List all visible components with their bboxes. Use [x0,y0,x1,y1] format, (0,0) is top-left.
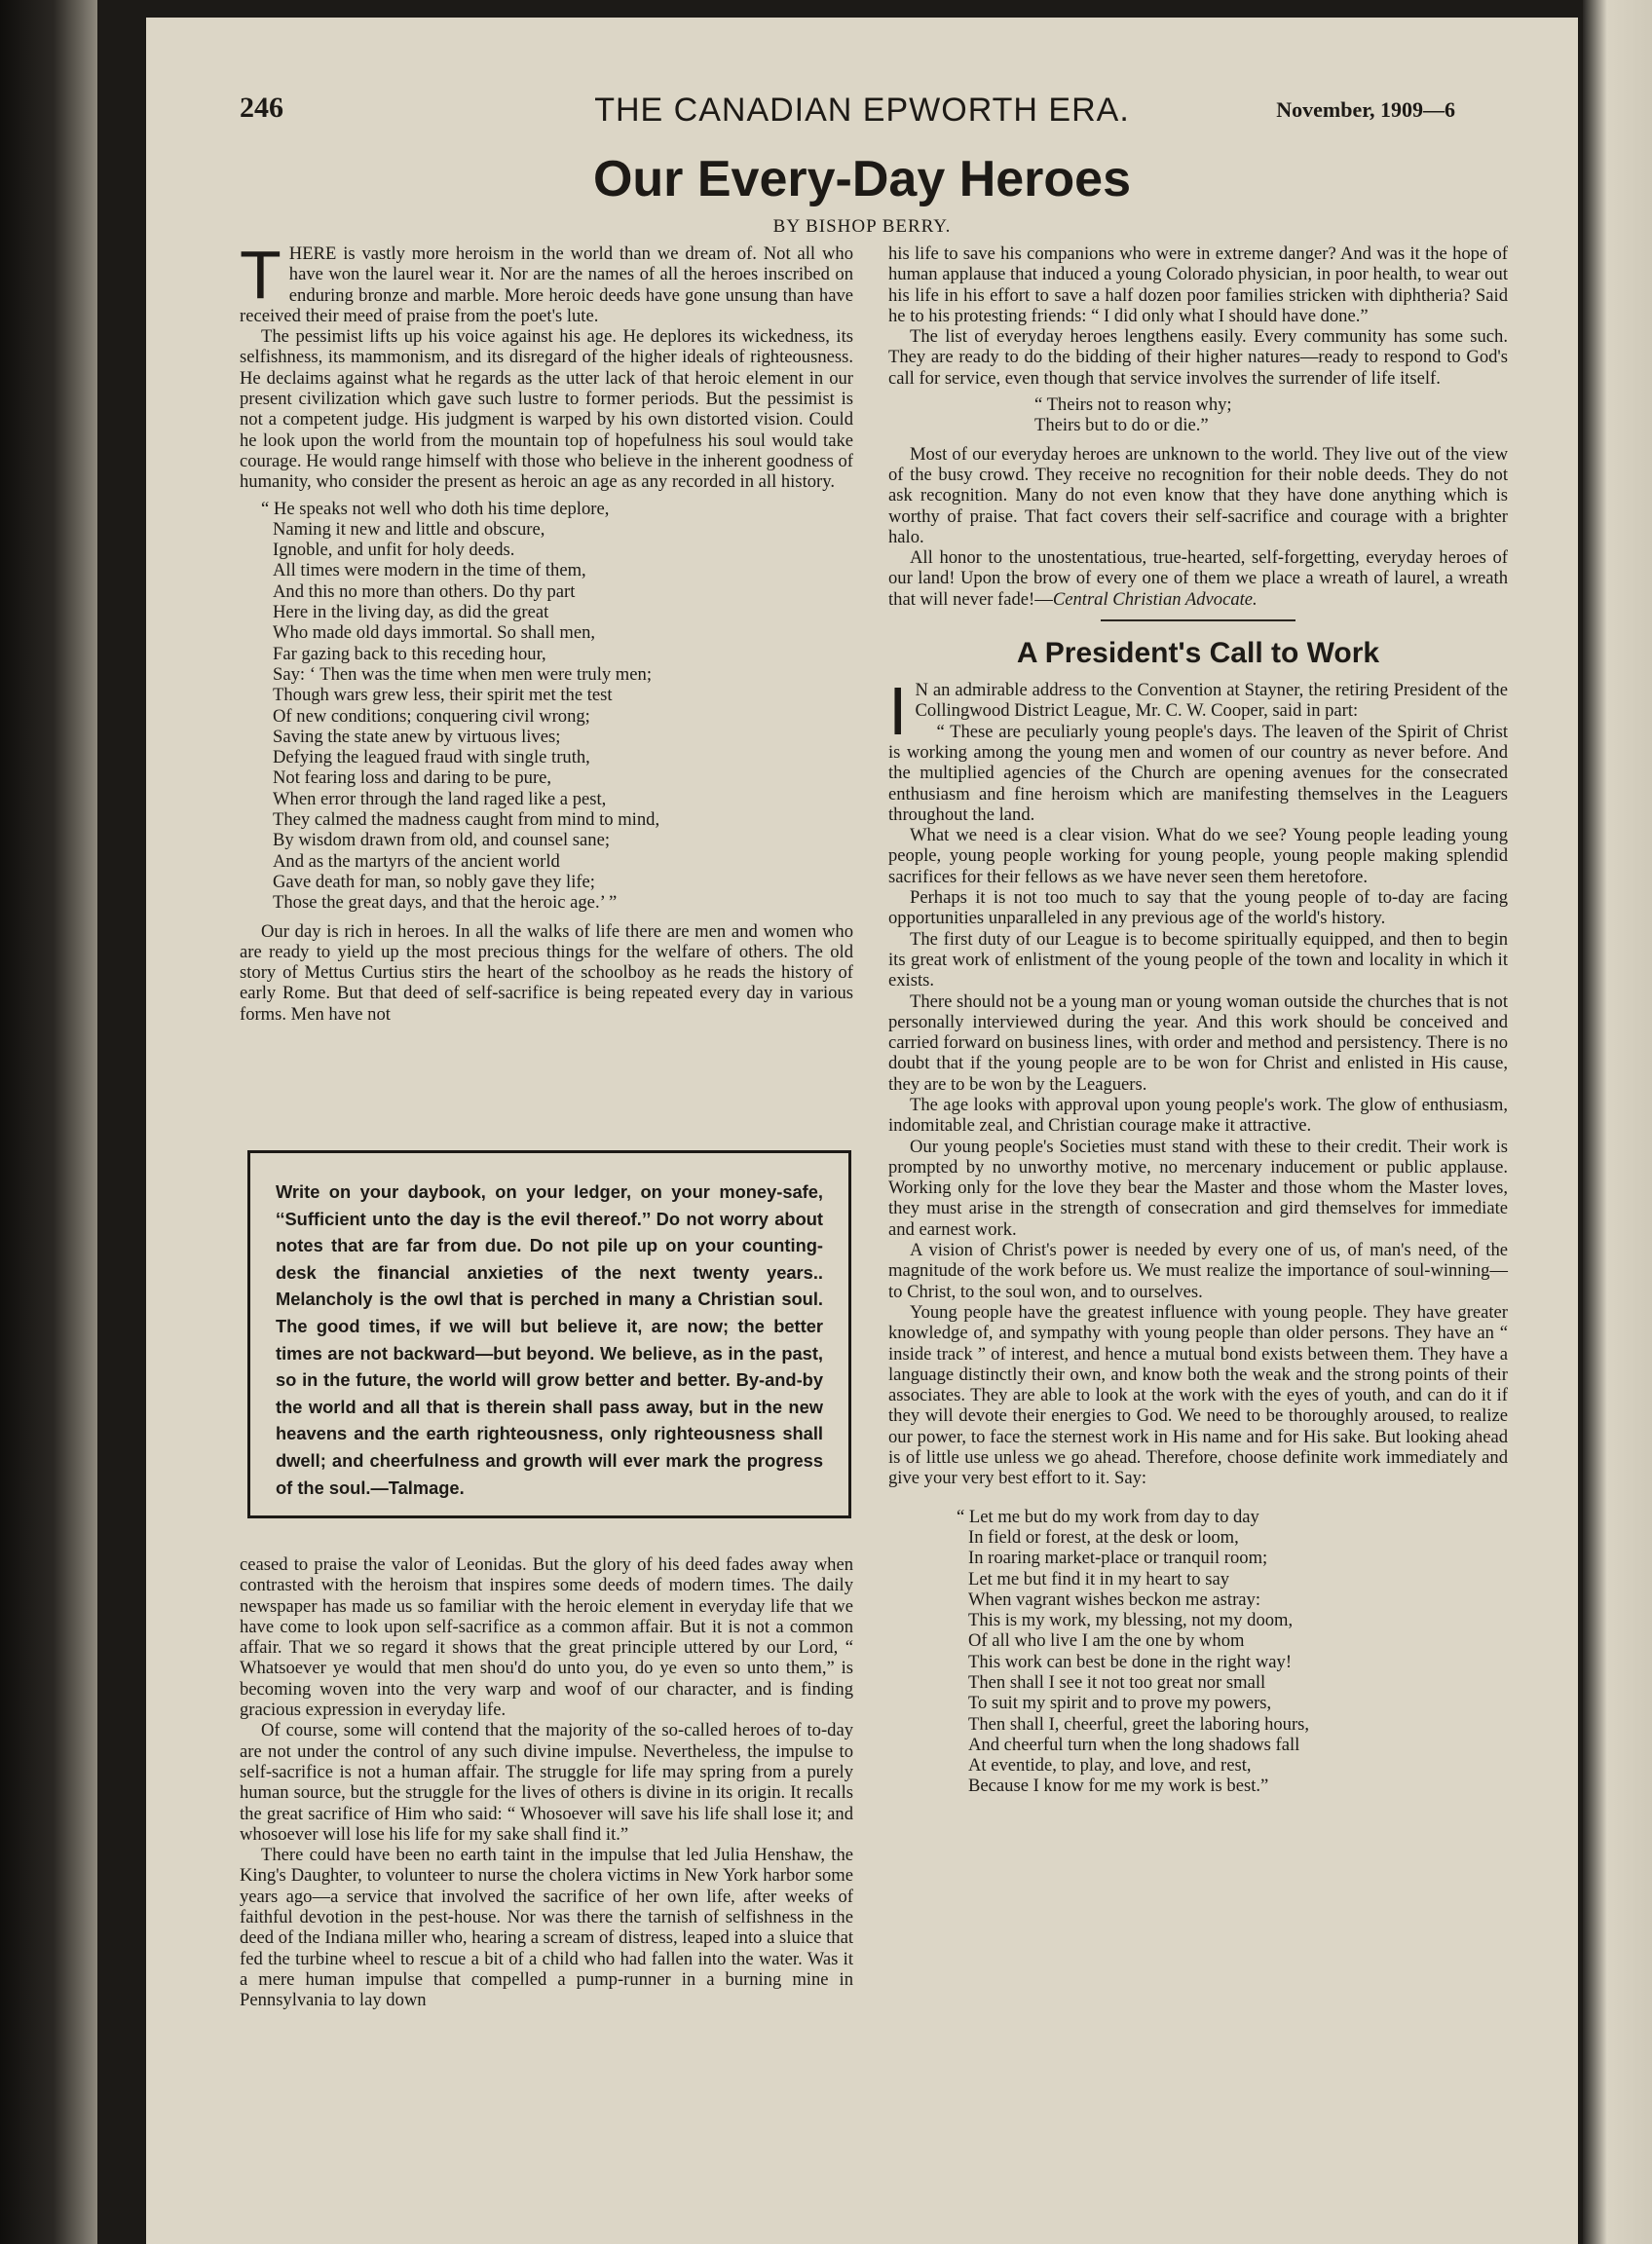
poem [957,1507,1508,1797]
paragraph: “ These are peculiarly young people's days. The leaven of the Spirit of Christ is working among the young men and women of our country as never before. And the multiplied agencies of the Church are opening avenues for the consecrated enthusiasm and fine heroism which are manifesting themselves in the Leaguers throughout the land. [888,721,1508,825]
verse-line: When error through the land raged like a pest, [273,788,607,809]
paragraph: Most of our everyday heroes are unknown to the world. They live out of the view of the busy crowd. They receive no recognition for their noble deeds. They do not ask recognition. Many do not even know that they have done anything which is worthy of praise. That fact covers their self-sacrifice and courage with a brighter halo. [888,443,1508,547]
paragraph: The age looks with approval upon young people's work. The glow of enthusiasm, indomitable zeal, and Christian courage make it attractive. [888,1094,1508,1137]
verse-line: Because I know for me my work is best.” [968,1776,1269,1797]
verse-line: In field or forest, at the desk or loom, [968,1526,1239,1548]
paragraph: Our day is rich in heroes. In all the walks of life there are men and women who are ready to yield up the most precious things for the welfare of others. The old story of Mettus Curtius stirs the heart of the schoolboy as he reads the history of early Rome. But that deed of self-sacrifice is being repeated every day in various forms. Men have not [240,920,853,1025]
couplet [1034,394,1508,436]
article-title: Our Every-Day Heroes [592,151,1132,207]
verse-line: And cheerful turn when the long shadows fall [968,1734,1300,1755]
byline: BY BISHOP BERRY. [772,216,952,237]
section-divider [1101,619,1295,621]
verse-line: Saving the state anew by virtuous lives; [273,726,561,747]
verse-line: “ Let me but do my work from day to day [957,1506,1259,1527]
paragraph: There should not be a young man or young woman outside the churches that is not personally interviewed during the year. And this work should be conceived and carried forward on business lines, with order and method and persistency. There is no doubt that if the young people are to be won for Christ and enlisted in His cause, they are to be won by the Leaguers. [888,991,1508,1095]
paragraph: THERE is vastly more heroism in the world than we dream of. Not all who have won the laurel wear it. Nor are the names of all the heroes inscribed on enduring bronze and marble. More heroic deeds have gone unsung than have received their meed of praise from the poet's lute. [240,237,853,326]
verse-line: Of all who live I am the one by whom [968,1630,1245,1652]
verse-line: Here in the living day, as did the great [273,602,549,623]
verse-line: At eventide, to play, and love, and rest, [968,1755,1252,1776]
paragraph: I N an admirable address to the Convention at Stayner, the retiring President of the Collingwood District League, Mr. C. W. Cooper, said in part: [888,673,1508,750]
paragraph: Our young people's Societies must stand with these to their credit. Their work is prompted by no unworthy motive, no mercenary inducement or public applause. Working only for the love they bear the Master and those whom the Master loves, they must arise in the strength of consecration and gird themselves for immediate and earnest work. [888,1136,1508,1240]
paragraph: ceased to praise the valor of Leonidas. But the glory of his deed fades away when contrasted with the heroism that inspires some deeds of modern times. The daily newspaper has made us so familiar with the heroic element in everyday life that we have come to look upon self-sacrifice as a common affair. But it is not a common affair. That we so regard it shows that the great principle uttered by our Lord, “ Whatsoever ye would that men shou'd do unto you, do ye even so unto them,” is becoming woven into the very warp and woof of our character, and is finding gracious expression in everyday life. [240,1554,853,1721]
verse-line: Then shall I see it not too great nor small [968,1672,1266,1693]
left-column-lower [240,1554,853,2011]
facing-page-edge [1583,0,1652,2244]
verse-line: All times were modern in the time of them, [273,560,586,581]
verse-line: Say: ‘ Then was the time when men were truly men; [273,663,652,685]
drop-cap: I [888,673,908,750]
verse-line: Far gazing back to this receding hour, [273,643,546,664]
paragraph: There could have been no earth taint in the impulse that led Julia Henshaw, the King's Daughter, to volunteer to nurse the cholera victims in New York harbor some years ago—a service that involved the sacrifice of her own life, after weeks of faithful devotion in the pest-house. Nor was there the tarnish of selfishness in the deed of the Indiana miller who, hearing a scream of distress, leaped into a sluice that fed the turbine wheel to rescue a bit of a child who had fallen into the water. Was it a mere human impulse that compelled a pump-runner in a burning mine in Pennsylvania to lay down [240,1845,853,2011]
verse-line: Ignoble, and unfit for holy deeds. [273,540,515,561]
quote-text: Write on your daybook, on your ledger, on your money-safe, ‘‘Sufficient unto the day is the evil thereof.’’ Do not worry about notes that are far from due. Do not pile up on your counting-desk the financial anxieties of the next twenty years.. Melancholy is the owl that is perched in many a Christian soul. The good times, if we will but believe it, are now; the better times are not backward—but beyond. We believe, as in the past, so in the future, the world will grow better and better. By-and-by the world and all that is therein shall pass away, but in the new heavens and the earth righteousness, only righteousness shall dwell; and cheerfulness and growth will ever mark the progress of the soul.—Talmage. [276,1181,823,1498]
left-column-upper [240,237,853,1025]
verse-line: Naming it new and little and obscure, [273,518,545,540]
verse-line: Though wars grew less, their spirit met the test [273,685,613,706]
verse-line: Defying the leagued fraud with single truth, [273,747,590,768]
quote-box [247,1150,851,1518]
verse-line: Then shall I, cheerful, greet the laboring hours, [968,1713,1310,1735]
paragraph: A vision of Christ's power is needed by every one of us, of man's need, of the magnitude of the work before us. We must realize the importance of soul-winning—to Christ, to the soul won, and to ourselves. [888,1240,1508,1302]
paragraph: Perhaps it is not too much to say that the young people of to-day are facing opportunities unparalleled in any previous age of the world's history. [888,887,1508,929]
verse-line: This is my work, my blessing, not my doom, [968,1610,1294,1631]
verse-line: To suit my spirit and to prove my powers, [968,1693,1272,1714]
verse-line: “ He speaks not well who doth his time deplore, [261,498,610,519]
verse-line: Theirs but to do or die.” [1034,415,1209,436]
paragraph: Of course, some will contend that the majority of the so-called heroes of to-day are not under the control of any such divine impulse. Nevertheless, the impulse to self-sacrifice is not a human affair. The struggle for life may spring from a purely human source, but the struggle for the lives of others is divine in its origin. It recalls the great sacrifice of Him who said: “ Whosoever will save his life shall lose it; and whosoever will lose his life for my sake shall find it.” [240,1720,853,1845]
verse-line: They calmed the madness caught from mind to mind, [273,809,660,831]
right-column [888,243,1508,1805]
paragraph: The pessimist lifts up his voice against his age. He deplores its wickedness, its selfishness, its mammonism, and its disregard of the higher ideals of righteousness. He declaims against what he regards as the utter lack of that heroic element in our present civilization which gave such lustre to former periods. But the pessimist is not a competent judge. His judgment is warped by his own distorted vision. Could he look upon the world from the mountain top of hopefulness his soul would take courage. He would range himself with those who believe in the inherent goodness of humanity, who consider the present as heroic an age as any recorded in all history. [240,326,853,493]
verse-line: “ Theirs not to reason why; [1034,394,1232,416]
drop-cap: T [240,237,282,313]
paragraph: What we need is a clear vision. What do we see? Young people leading young people, young people working for young people, young people making splendid sacrifices for their fellows as we have never seen them heretofore. [888,825,1508,887]
paragraph: All honor to the unostentatious, true-hearted, self-forgetting, everyday heroes of our land! Upon the brow of every one of them we place a wreath of laurel, a wreath that will never fade!—Central Christian Advocate. [888,547,1508,610]
verse-line: Who made old days immortal. So shall men, [273,622,596,644]
paragraph: The first duty of our League is to become spiritually equipped, and then to begin its great work of enlistment of the young people of the town and locality in which it exists. [888,928,1508,991]
paragraph: Young people have the greatest influence with young people. They have greater knowledge of, and sympathy with young people than older persons. They have an “ inside track ” of interest, and hence a mutual bond exists between them. They have a language distinctly their own, and know both the weak and the strong points of their associates. They are able to look at the work with the eyes of youth, and can do it if they will devote their energies to God. We need to be thoroughly aroused, to realize our power, to face the sternest work in His name and for His sake. But looking ahead is of little use unless we go ahead. Therefore, choose definite work immediately and give your very best effort to it. Say: [888,1301,1508,1489]
verse-line: In roaring market-place or tranquil room; [968,1548,1268,1569]
verse-line: By wisdom drawn from old, and counsel sane; [273,830,610,851]
issue-date: November, 1909—6 [1276,97,1455,122]
paragraph: his life to save his companions who were in extreme danger? And was it the hope of human applause that induced a young Colorado physician, in poor health, to wear out his life in his effort to save a half dozen poor families stricken with diphtheria? Said he to his protesting friends: “ I did only what I should have done.” [888,243,1508,326]
verse-line: Those the great days, and that the heroic age.’ ” [273,892,618,914]
verse-line: And as the martyrs of the ancient world [273,850,560,872]
magazine-page [146,18,1578,2244]
verse-line: Gave death for man, so nobly gave they life; [273,871,595,892]
verse-line: Not fearing loss and daring to be pure, [273,767,552,789]
page-number: 246 [240,92,283,124]
verse-line: Let me but find it in my heart to say [968,1568,1230,1590]
book-spine [0,0,97,2244]
verse-line: Of new conditions; conquering civil wrong; [273,705,590,727]
section-title: A President's Call to Work [1016,637,1380,670]
paragraph: The list of everyday heroes lengthens easily. Every community has some such. They are ready to do the bidding of their higher natures—ready to respond to God's call for service, even though that service involves the surrender of life itself. [888,326,1508,389]
verse-line: This work can best be done in the right way! [968,1651,1293,1672]
source-citation: Central Christian Advocate. [1052,588,1258,610]
masthead: THE CANADIAN EPWORTH ERA. [594,92,1130,129]
verse-line: When vagrant wishes beckon me astray: [968,1589,1260,1610]
verse-line: And this no more than others. Do thy part [273,580,576,602]
poem [261,499,853,914]
